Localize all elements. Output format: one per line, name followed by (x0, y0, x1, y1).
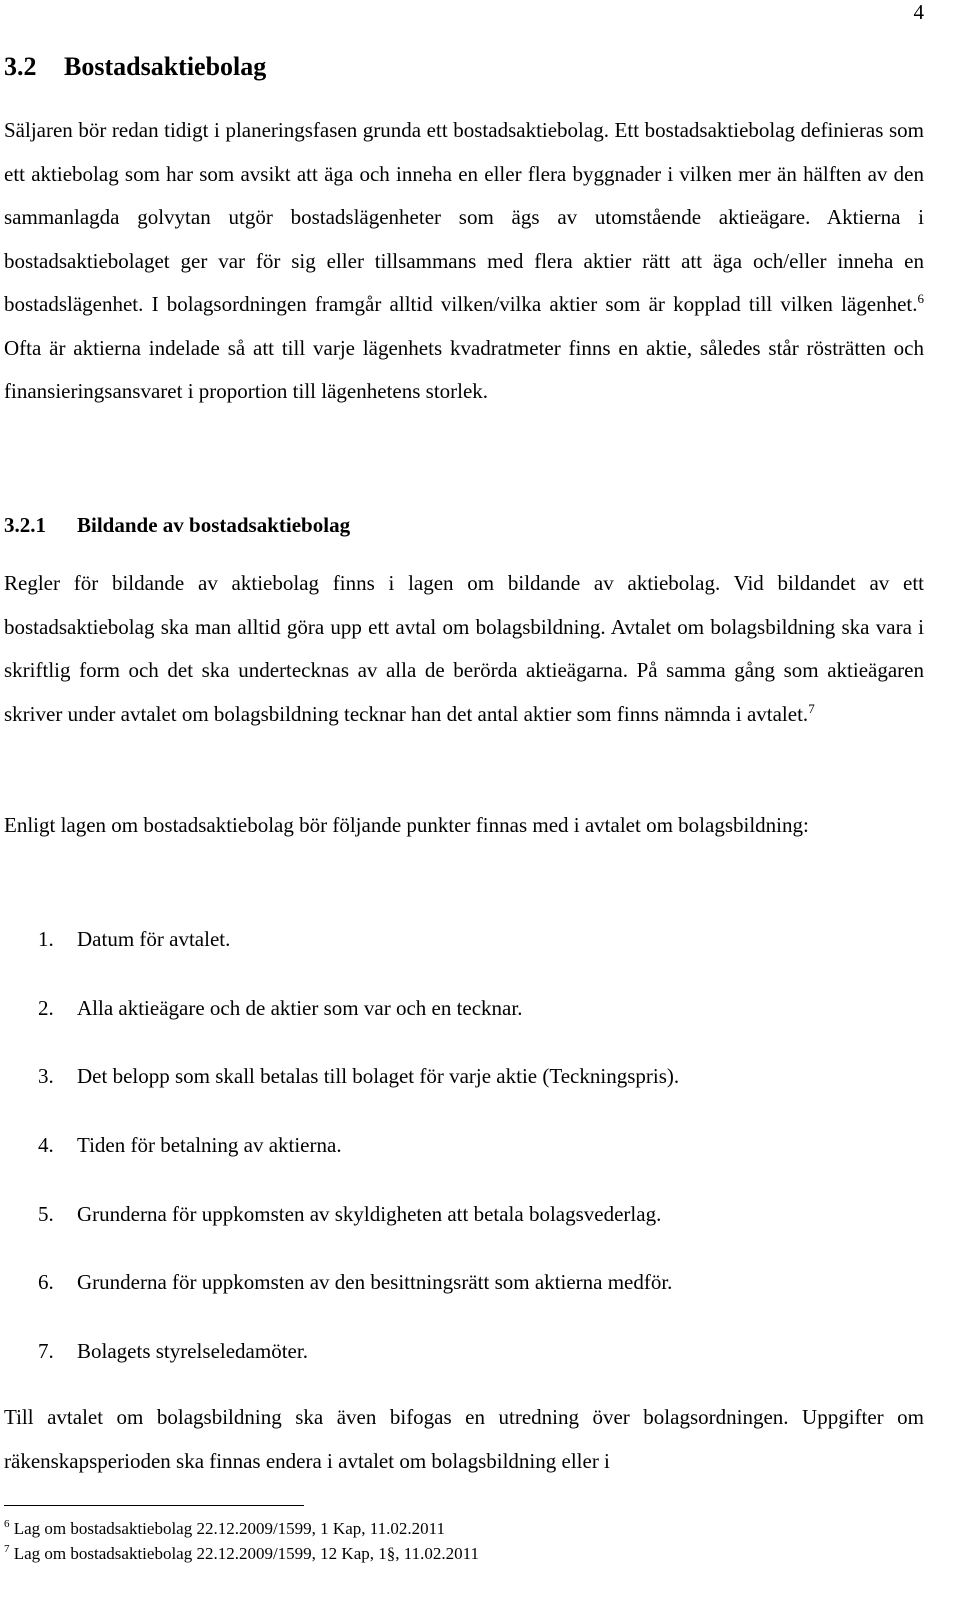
list-item-text: Grunderna för uppkomsten av skyldigheten att betala bolagsvederlag. (77, 1201, 662, 1226)
list-item (38, 1261, 679, 1330)
list-item-number: 4. (38, 1133, 54, 1158)
footnote-separator (4, 1505, 304, 1506)
list-item (38, 918, 679, 987)
list-item-number: 7. (38, 1339, 54, 1364)
list-item-text: Alla aktieägare och de aktier som var och en tecknar. (77, 995, 523, 1020)
page-number: 4 (913, 0, 924, 24)
paragraph-bilagor (4, 1396, 924, 1483)
footnote-number: 7 (4, 1543, 10, 1555)
paragraph-punkter (4, 804, 924, 848)
footnote-ref-6: 6 (917, 291, 924, 306)
footnote-text: Lag om bostadsaktiebolag 22.12.2009/1599, 12 Kap, 1§, 11.02.2011 (9, 1544, 479, 1563)
footnote-text: Lag om bostadsaktiebolag 22.12.2009/1599, 1 Kap, 11.02.2011 (9, 1519, 445, 1538)
list-item (38, 987, 679, 1056)
subsection-heading (4, 513, 350, 538)
subsection-number: 3.2.1 (4, 513, 46, 537)
paragraph-punkter-text: Enligt lagen om bostadsaktiebolag bör följande punkter finnas med i avtalet om bolagsbildning: (4, 813, 809, 837)
paragraph-bilagor-text: Till avtalet om bolagsbildning ska även bifogas en utredning över bolagsordningen. Uppgifter om räkenskapsperioden ska finnas endera i avtalet om bolagsbildning eller i (4, 1405, 924, 1473)
footnote-6 (4, 1518, 445, 1540)
section-title: Bostadsaktiebolag (64, 52, 267, 81)
paragraph-intro (4, 109, 924, 414)
subsection-title: Bildande av bostadsaktiebolag (77, 513, 351, 537)
list-item-text: Tiden för betalning av aktierna. (77, 1133, 342, 1158)
list-item (38, 1124, 679, 1193)
footnote-number: 6 (4, 1518, 10, 1530)
paragraph-intro-text-b: Ofta är aktierna indelade så att till varje lägenhets kvadratmeter finns en aktie, således står rösträtten och finansieringsansvaret i proportion till lägenhetens storlek. (4, 335, 924, 403)
paragraph-intro-text-a: Säljaren bör redan tidigt i planeringsfasen grunda ett bostadsaktiebolag. Ett bostadsaktiebolag definieras som ett aktiebolag som har som avsikt att äga och inneha en eller flera byggnader i vilken mer än hälften av den sammanlagda golvytan utgör bostadslägenheter som ägs av utomstående aktieägare. Aktierna i bostadsaktiebolaget ger var för sig eller tillsammans med flera aktier rätt att äga och/eller inneha en bostadslägenhet. I bolagsordningen framgår alltid vilken/vilka aktier som är kopplad till vilken lägenhet. (4, 118, 924, 316)
list-item-number: 1. (38, 927, 54, 951)
list-item-text: Det belopp som skall betalas till bolaget för varje aktie (Teckningspris). (77, 1064, 680, 1089)
list-item-number: 3. (38, 1064, 54, 1089)
section-number: 3.2 (4, 52, 37, 81)
paragraph-bildande (4, 562, 924, 736)
list-item-number: 5. (38, 1201, 54, 1226)
list-item (38, 1055, 679, 1124)
list-item-text: Grunderna för uppkomsten av den besittningsrätt som aktierna medför. (77, 1270, 673, 1295)
section-heading (4, 52, 266, 82)
list-item-number: 6. (38, 1270, 54, 1295)
list-item-number: 2. (38, 995, 54, 1020)
list-item (38, 1193, 679, 1262)
list-item-text: Bolagets styrelseledamöter. (77, 1339, 308, 1364)
list-item (38, 1330, 679, 1399)
list-item-text: Datum för avtalet. (77, 927, 231, 951)
footnote-7 (4, 1543, 479, 1565)
avtal-points-list (38, 918, 679, 1399)
footnote-ref-7: 7 (808, 700, 815, 716)
paragraph-bildande-text: Regler för bildande av aktiebolag finns i lagen om bildande av aktiebolag. Vid bildandet av ett bostadsaktiebolag ska man alltid göra upp ett avtal om bolagsbildning. Avtalet om bolagsbildning ska vara i skriftlig form och det ska undertecknas av alla de berörda aktieägarna. På samma gång som aktieägaren skriver under avtalet om bolagsbildning tecknar han det antal aktier som finns nämnda i avtalet. (4, 571, 924, 726)
